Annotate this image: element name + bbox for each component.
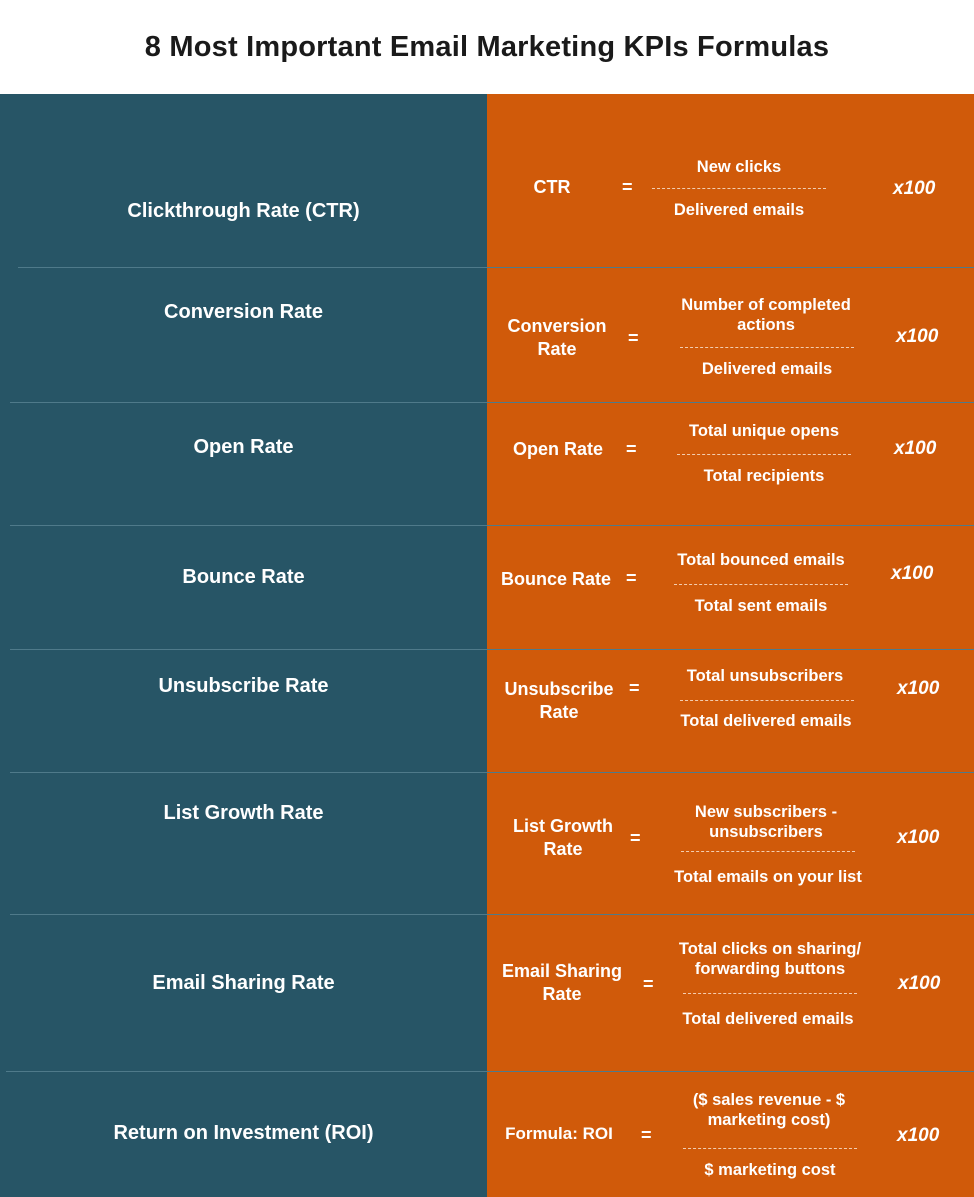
kpi-name: List Growth Rate [163,802,324,824]
equals-sign: = [643,974,654,994]
equals-sign: = [628,328,639,348]
kpi-row-list-growth [0,773,974,914]
formula-numerator: New subscribers - unsubscribers [694,803,838,841]
formula-metric: Unsubscribe Rate [504,679,614,722]
multiplier: x100 [897,678,940,699]
formula-denominator: Total sent emails [694,597,828,615]
formula-denominator: Total delivered emails [680,712,852,730]
fraction-line [680,700,854,701]
formula-numerator: Total unique opens [688,422,840,440]
formula-denominator: Delivered emails [701,360,833,378]
kpi-row-conversion [0,268,974,402]
formula-denominator: Total recipients [703,467,825,485]
formula-denominator: Total delivered emails [682,1010,854,1028]
formula-metric: Open Rate [512,439,604,459]
fraction-line [683,1148,857,1149]
formula-denominator: Delivered emails [673,201,805,219]
header [0,0,974,94]
equals-sign: = [630,828,641,848]
kpi-name: Return on Investment (ROI) [113,1122,374,1144]
equals-sign: = [626,439,637,459]
multiplier: x100 [891,563,934,584]
formula-denominator: Total emails on your list [674,868,862,886]
equals-sign: = [626,568,637,588]
kpi-row-unsubscribe [0,650,974,772]
kpi-name: Bounce Rate [182,566,305,588]
fraction-line [674,584,848,585]
multiplier: x100 [896,326,939,347]
kpi-name: Conversion Rate [164,301,323,323]
kpi-row-ctr [0,94,974,268]
multiplier: x100 [897,1125,940,1146]
formula-metric: Bounce Rate [500,569,612,589]
formula-denominator: $ marketing cost [704,1161,836,1179]
formula-metric: CTR [533,177,571,197]
fraction-line [652,188,826,189]
multiplier: x100 [898,973,941,994]
equals-sign: = [629,678,640,698]
formula-numerator: ($ sales revenue - $ marketing cost) [692,1091,846,1129]
formula-metric: Email Sharing Rate [501,961,623,1004]
kpi-row-open [0,403,974,526]
formula-numerator: Total unsubscribers [686,667,844,685]
kpi-name: Open Rate [193,436,294,458]
formula-numerator: Number of completed actions [681,296,851,334]
formula-numerator: Total bounced emails [677,551,845,569]
kpi-row-bounce [0,526,974,650]
formula-metric: List Growth Rate [513,816,613,859]
formula-metric: Formula: ROI [505,1124,613,1143]
kpi-row-roi [0,1072,974,1197]
fraction-line [683,993,857,994]
kpi-row-email-sharing [0,915,974,1071]
kpi-name: Unsubscribe Rate [158,675,329,697]
formula-metric: Conversion Rate [507,316,607,359]
formula-numerator: New clicks [696,158,782,176]
multiplier: x100 [897,827,940,848]
kpi-name: Clickthrough Rate (CTR) [127,200,360,222]
multiplier: x100 [893,178,936,199]
equals-sign: = [622,177,633,197]
fraction-line [680,347,854,348]
fraction-line [677,454,851,455]
page-title: 8 Most Important Email Marketing KPIs Formulas [144,30,830,63]
equals-sign: = [641,1125,652,1145]
multiplier: x100 [894,438,937,459]
formula-numerator: Total clicks on sharing/ forwarding buttons [678,940,862,978]
fraction-line [681,851,855,852]
kpi-name: Email Sharing Rate [152,972,335,994]
kpi-table [0,94,974,1197]
